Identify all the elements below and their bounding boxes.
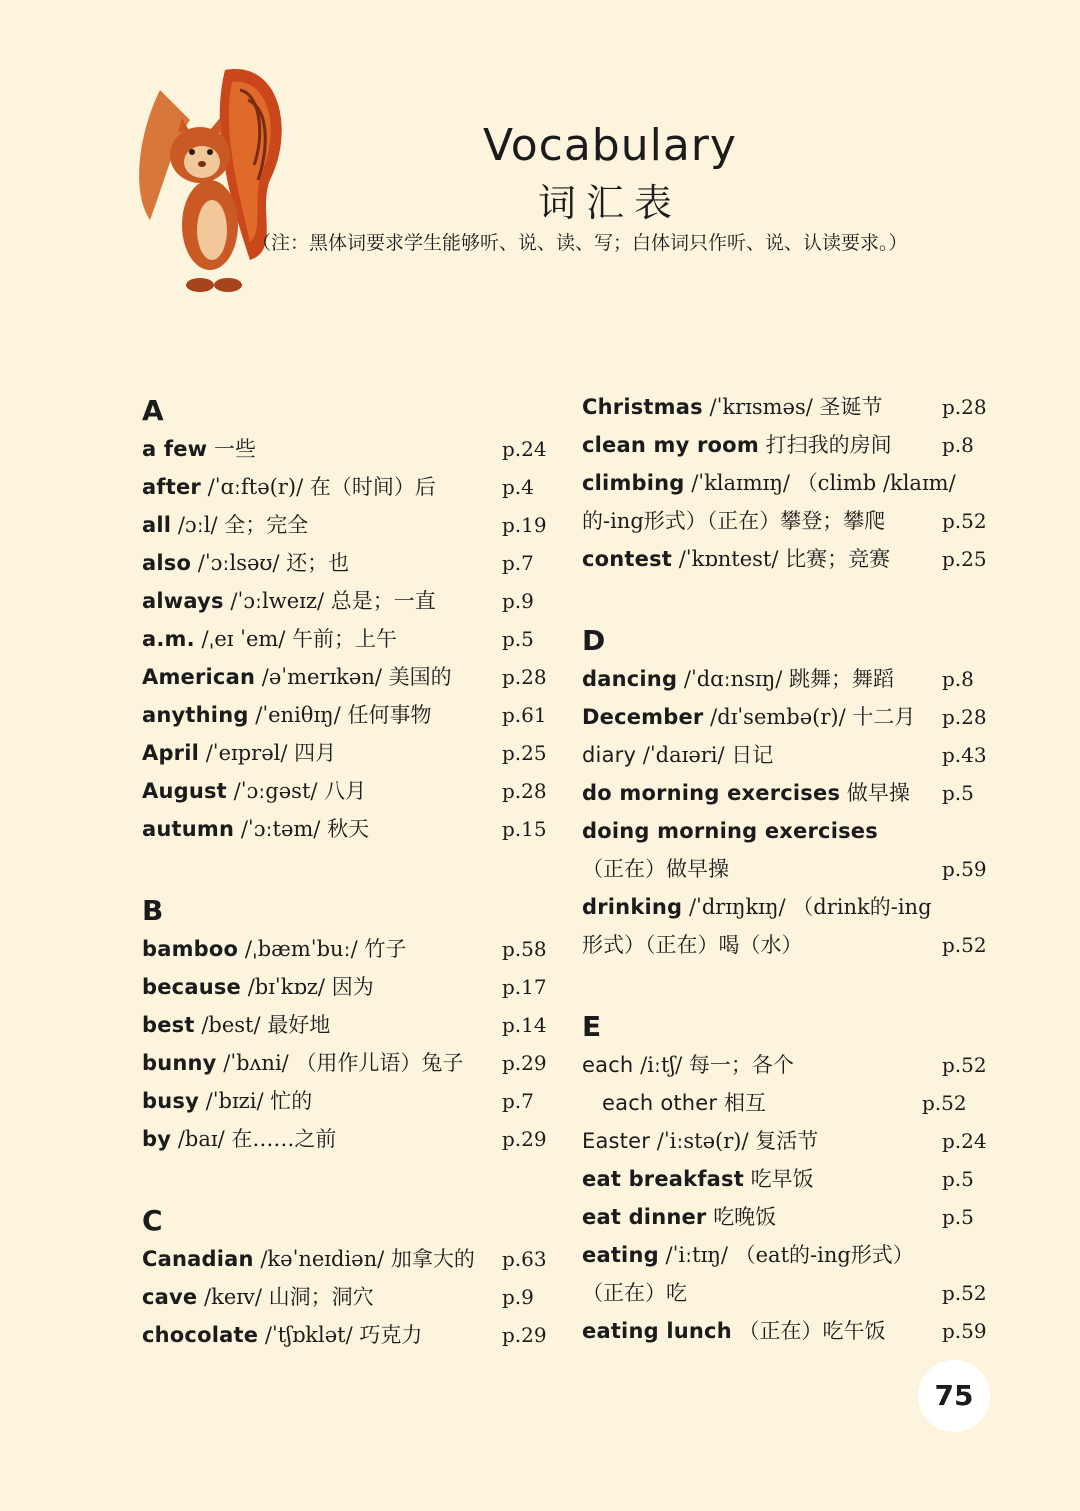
- vocab-word: by: [142, 1127, 172, 1151]
- vocab-ipa: /ˈbʌni/: [223, 1051, 289, 1075]
- vocab-entry: [142, 658, 552, 696]
- vocab-word: bunny: [142, 1051, 217, 1075]
- vocab-page: p.25: [942, 547, 987, 571]
- vocab-word: eating: [582, 1243, 659, 1267]
- vocab-ipa: /ˌeɪ ˈem/: [201, 627, 286, 651]
- vocab-meaning: 巧克力: [359, 1323, 423, 1347]
- vocab-entry: [142, 468, 552, 506]
- vocab-word: each: [582, 1053, 634, 1077]
- vocab-page: p.24: [942, 1129, 987, 1153]
- vocab-ipa: /ˈɔːtəm/: [240, 817, 321, 841]
- vocab-ipa: /ˈdɑːnsɪŋ/: [683, 667, 783, 691]
- vocab-entry: [582, 1084, 992, 1122]
- vocab-page: p.28: [942, 395, 987, 419]
- vocab-word: eating lunch: [582, 1319, 732, 1343]
- vocab-entry: [142, 506, 552, 544]
- vocab-entry: [582, 388, 992, 426]
- vocab-meaning: 十二月: [852, 705, 916, 729]
- vocab-entry: [582, 812, 992, 850]
- vocab-page: p.5: [942, 781, 974, 805]
- vocab-entry: [582, 1236, 992, 1274]
- vocab-word: climbing: [582, 471, 685, 495]
- vocab-word: bamboo: [142, 937, 239, 961]
- vocab-ipa: /ˈiːstə(r)/: [656, 1129, 749, 1153]
- vocab-page: p.52: [942, 509, 987, 533]
- vocab-meaning: （正在）做早操: [582, 857, 729, 881]
- vocab-page: p.29: [502, 1127, 547, 1151]
- vocab-entry: [582, 1046, 992, 1084]
- page-subtitle: 词汇表: [537, 181, 682, 225]
- vocab-page: p.8: [942, 433, 974, 457]
- vocab-page: p.7: [502, 551, 534, 575]
- vocab-ipa: /ˈeɪprəl/: [205, 741, 288, 765]
- vocab-meaning: 吃晚饭: [713, 1205, 777, 1229]
- vocab-ipa: /ˈdrɪŋkɪŋ/: [688, 895, 786, 919]
- vocab-note: （climb /klaɪm/: [796, 471, 956, 495]
- vocab-word: anything: [142, 703, 249, 727]
- vocab-ipa: /ˈtʃɒklət/: [264, 1323, 353, 1347]
- vocab-entry: [142, 968, 552, 1006]
- vocab-word: each other: [602, 1091, 718, 1115]
- vocab-entry: [142, 1240, 552, 1278]
- vocab-entry: [582, 426, 992, 464]
- vocab-page: p.28: [502, 779, 547, 803]
- vocab-ipa: /ˈkrɪsməs/: [709, 395, 813, 419]
- vocab-meaning: 在……之前: [231, 1127, 337, 1151]
- vocab-page: p.19: [502, 513, 547, 537]
- vocab-word: doing morning exercises: [582, 819, 878, 843]
- vocab-ipa: /best/: [201, 1013, 261, 1037]
- vocab-meaning: 四月: [294, 741, 337, 765]
- vocab-page: p.52: [942, 933, 987, 957]
- vocab-word: clean my room: [582, 433, 759, 457]
- vocab-ipa: /ˈiːtɪŋ/: [665, 1243, 728, 1267]
- vocab-entry: [582, 540, 992, 578]
- vocab-word: eat breakfast: [582, 1167, 744, 1191]
- vocab-meaning: 日记: [731, 743, 774, 767]
- vocab-meaning: 跳舞；舞蹈: [789, 667, 894, 691]
- vocab-word: August: [142, 779, 227, 803]
- vocab-entry-continued: [582, 926, 992, 964]
- vocab-ipa: /kəˈneɪdiən/: [260, 1247, 385, 1271]
- vocab-meaning: 一些: [213, 437, 256, 461]
- vocab-word: all: [142, 513, 172, 537]
- vocab-word: Easter: [582, 1129, 651, 1153]
- vocab-word: a.m.: [142, 627, 195, 651]
- vocab-entry: [582, 1122, 992, 1160]
- vocab-word: chocolate: [142, 1323, 259, 1347]
- vocab-ipa: /ˈeniθɪŋ/: [255, 703, 341, 727]
- vocab-ipa: /ˈɔːlsəʊ/: [197, 551, 280, 575]
- vocab-ipa: /dɪˈsembə(r)/: [710, 705, 846, 729]
- vocab-ipa: /ˈɔːlweɪz/: [230, 589, 325, 613]
- vocab-meaning: 相互: [723, 1091, 766, 1115]
- usage-note: （注：黑体词要求学生能够听、说、读、写；白体词只作听、说、认读要求。）: [252, 232, 908, 254]
- vocab-meaning: 每一；各个: [688, 1053, 794, 1077]
- vocab-entry: [582, 1312, 992, 1350]
- section-letter-d: D: [582, 624, 606, 657]
- vocab-page: p.28: [942, 705, 987, 729]
- vocab-word: eat dinner: [582, 1205, 707, 1229]
- vocab-word: because: [142, 975, 241, 999]
- vocab-page: p.5: [502, 627, 534, 651]
- vocab-word: a few: [142, 437, 208, 461]
- vocab-meaning: 形式）（正在）喝（水）: [582, 933, 803, 957]
- vocab-meaning: 最好地: [267, 1013, 331, 1037]
- vocab-ipa: /iːtʃ/: [640, 1053, 683, 1077]
- vocab-entry-continued: [582, 850, 992, 888]
- vocab-entry: [142, 1278, 552, 1316]
- vocab-word: busy: [142, 1089, 199, 1113]
- vocab-note: （eat的-ing形式）: [734, 1243, 914, 1267]
- vocab-meaning: 任何事物: [347, 703, 432, 727]
- vocab-page: p.17: [502, 975, 547, 999]
- vocab-page: p.14: [502, 1013, 547, 1037]
- vocab-entry: [142, 1082, 552, 1120]
- vocab-ipa: /bɪˈkɒz/: [247, 975, 326, 999]
- vocab-page: p.25: [502, 741, 547, 765]
- vocab-word: best: [142, 1013, 195, 1037]
- vocab-entry: [142, 1006, 552, 1044]
- vocab-meaning: 八月: [324, 779, 367, 803]
- vocab-meaning: 秋天: [327, 817, 370, 841]
- vocab-word: after: [142, 475, 201, 499]
- vocab-ipa: /baɪ/: [177, 1127, 225, 1151]
- vocab-page: p.9: [502, 1285, 534, 1309]
- vocab-entry: [142, 810, 552, 848]
- vocab-ipa: /ˈbɪzi/: [205, 1089, 264, 1113]
- vocab-meaning: 打扫我的房间: [765, 433, 892, 457]
- vocab-entry: [142, 772, 552, 810]
- vocab-meaning: 山洞；洞穴: [268, 1285, 374, 1309]
- vocab-page: p.52: [922, 1091, 967, 1115]
- vocab-word: autumn: [142, 817, 235, 841]
- vocab-entry: [142, 582, 552, 620]
- vocab-entry-continued: [582, 502, 992, 540]
- vocab-entry: [142, 1120, 552, 1158]
- left-column: [142, 388, 552, 1354]
- vocab-ipa: /ɔːl/: [177, 513, 218, 537]
- vocab-entry: [582, 736, 992, 774]
- vocab-meaning: 复活节: [755, 1129, 819, 1153]
- vocab-page: p.59: [942, 1319, 987, 1343]
- vocab-meaning: 全；完全: [224, 513, 309, 537]
- vocab-word: Canadian: [142, 1247, 254, 1271]
- vocab-page: p.8: [942, 667, 974, 691]
- vocab-entry-continued: [582, 1274, 992, 1312]
- vocab-word: cave: [142, 1285, 198, 1309]
- vocab-meaning: 圣诞节: [819, 395, 883, 419]
- vocab-meaning: 总是；一直: [330, 589, 436, 613]
- vocab-entry: [582, 698, 992, 736]
- vocab-page: p.43: [942, 743, 987, 767]
- vocab-entry: [582, 464, 992, 502]
- vocab-entry: [142, 1044, 552, 1082]
- vocab-word: drinking: [582, 895, 683, 919]
- vocab-entry: [142, 620, 552, 658]
- vocab-page: p.63: [502, 1247, 547, 1271]
- vocab-word: American: [142, 665, 256, 689]
- vocab-page: p.52: [942, 1281, 987, 1305]
- vocab-meaning: 吃早饭: [750, 1167, 814, 1191]
- vocab-entry: [142, 430, 552, 468]
- vocab-page: p.28: [502, 665, 547, 689]
- vocab-word: do morning exercises: [582, 781, 841, 805]
- vocab-page: p.52: [942, 1053, 987, 1077]
- vocab-meaning: 美国的: [388, 665, 452, 689]
- vocab-entry: [142, 1316, 552, 1354]
- vocab-word: contest: [582, 547, 673, 571]
- vocab-meaning: 因为: [331, 975, 374, 999]
- vocab-ipa: /ˈklaɪmɪŋ/: [691, 471, 790, 495]
- vocab-ipa: /keɪv/: [204, 1285, 262, 1309]
- vocab-page: p.61: [502, 703, 547, 727]
- vocab-ipa: /ˌbæmˈbuː/: [244, 937, 358, 961]
- vocab-word: April: [142, 741, 200, 765]
- vocab-meaning: （正在）吃: [582, 1281, 687, 1305]
- vocab-ipa: /ˈɔːgəst/: [233, 779, 318, 803]
- vocab-page: p.5: [942, 1167, 974, 1191]
- vocab-meaning: 加拿大的: [390, 1247, 475, 1271]
- vocab-meaning: 的-ing形式）（正在）攀登；攀爬: [582, 509, 886, 533]
- right-column: [582, 388, 992, 1350]
- vocab-entry: [582, 774, 992, 812]
- vocab-word: also: [142, 551, 192, 575]
- vocab-entry: [142, 734, 552, 772]
- squirrel-illustration: [130, 60, 290, 300]
- vocab-meaning: 竹子: [364, 937, 407, 961]
- vocab-meaning: （正在）吃午饭: [738, 1319, 886, 1343]
- vocab-entry: [582, 660, 992, 698]
- vocab-word: diary: [582, 743, 637, 767]
- section-letter-c: C: [142, 1204, 163, 1237]
- vocab-page: p.24: [502, 437, 547, 461]
- vocab-word: Christmas: [582, 395, 703, 419]
- vocab-meaning: （用作儿语）兔子: [295, 1051, 464, 1075]
- page-title: Vocabulary: [483, 120, 737, 171]
- vocab-meaning: 午前；上午: [292, 627, 398, 651]
- vocab-page: p.59: [942, 857, 987, 881]
- vocab-entry: [142, 696, 552, 734]
- section-letter-b: B: [142, 894, 164, 927]
- vocab-entry: [582, 1160, 992, 1198]
- section-letter-a: A: [142, 394, 164, 427]
- vocab-meaning: 忙的: [270, 1089, 313, 1113]
- vocab-entry: [582, 1198, 992, 1236]
- vocab-page: p.4: [502, 475, 534, 499]
- vocab-meaning: 比赛；竞赛: [785, 547, 891, 571]
- vocab-page: p.15: [502, 817, 547, 841]
- vocab-entry: [582, 888, 992, 926]
- vocab-entry: [142, 930, 552, 968]
- vocab-ipa: /ˈdaɪəri/: [642, 743, 725, 767]
- vocab-ipa: /ˈkɒntest/: [678, 547, 779, 571]
- vocab-page: p.29: [502, 1323, 547, 1347]
- vocab-ipa: /əˈmerɪkən/: [261, 665, 382, 689]
- vocab-meaning: 做早操: [846, 781, 910, 805]
- vocab-meaning: 在（时间）后: [309, 475, 436, 499]
- vocab-meaning: 还；也: [286, 551, 350, 575]
- vocab-word: December: [582, 705, 704, 729]
- vocab-page: p.29: [502, 1051, 547, 1075]
- section-letter-e: E: [582, 1010, 602, 1043]
- vocab-word: dancing: [582, 667, 678, 691]
- vocab-page: p.5: [942, 1205, 974, 1229]
- vocab-entry: [142, 544, 552, 582]
- vocab-page: p.7: [502, 1089, 534, 1113]
- vocab-word: always: [142, 589, 224, 613]
- vocab-note: （drink的-ing: [792, 895, 932, 919]
- vocab-page: p.9: [502, 589, 534, 613]
- page-number: 75: [918, 1360, 990, 1432]
- vocab-ipa: /ˈɑːftə(r)/: [207, 475, 304, 499]
- vocab-page: p.58: [502, 937, 547, 961]
